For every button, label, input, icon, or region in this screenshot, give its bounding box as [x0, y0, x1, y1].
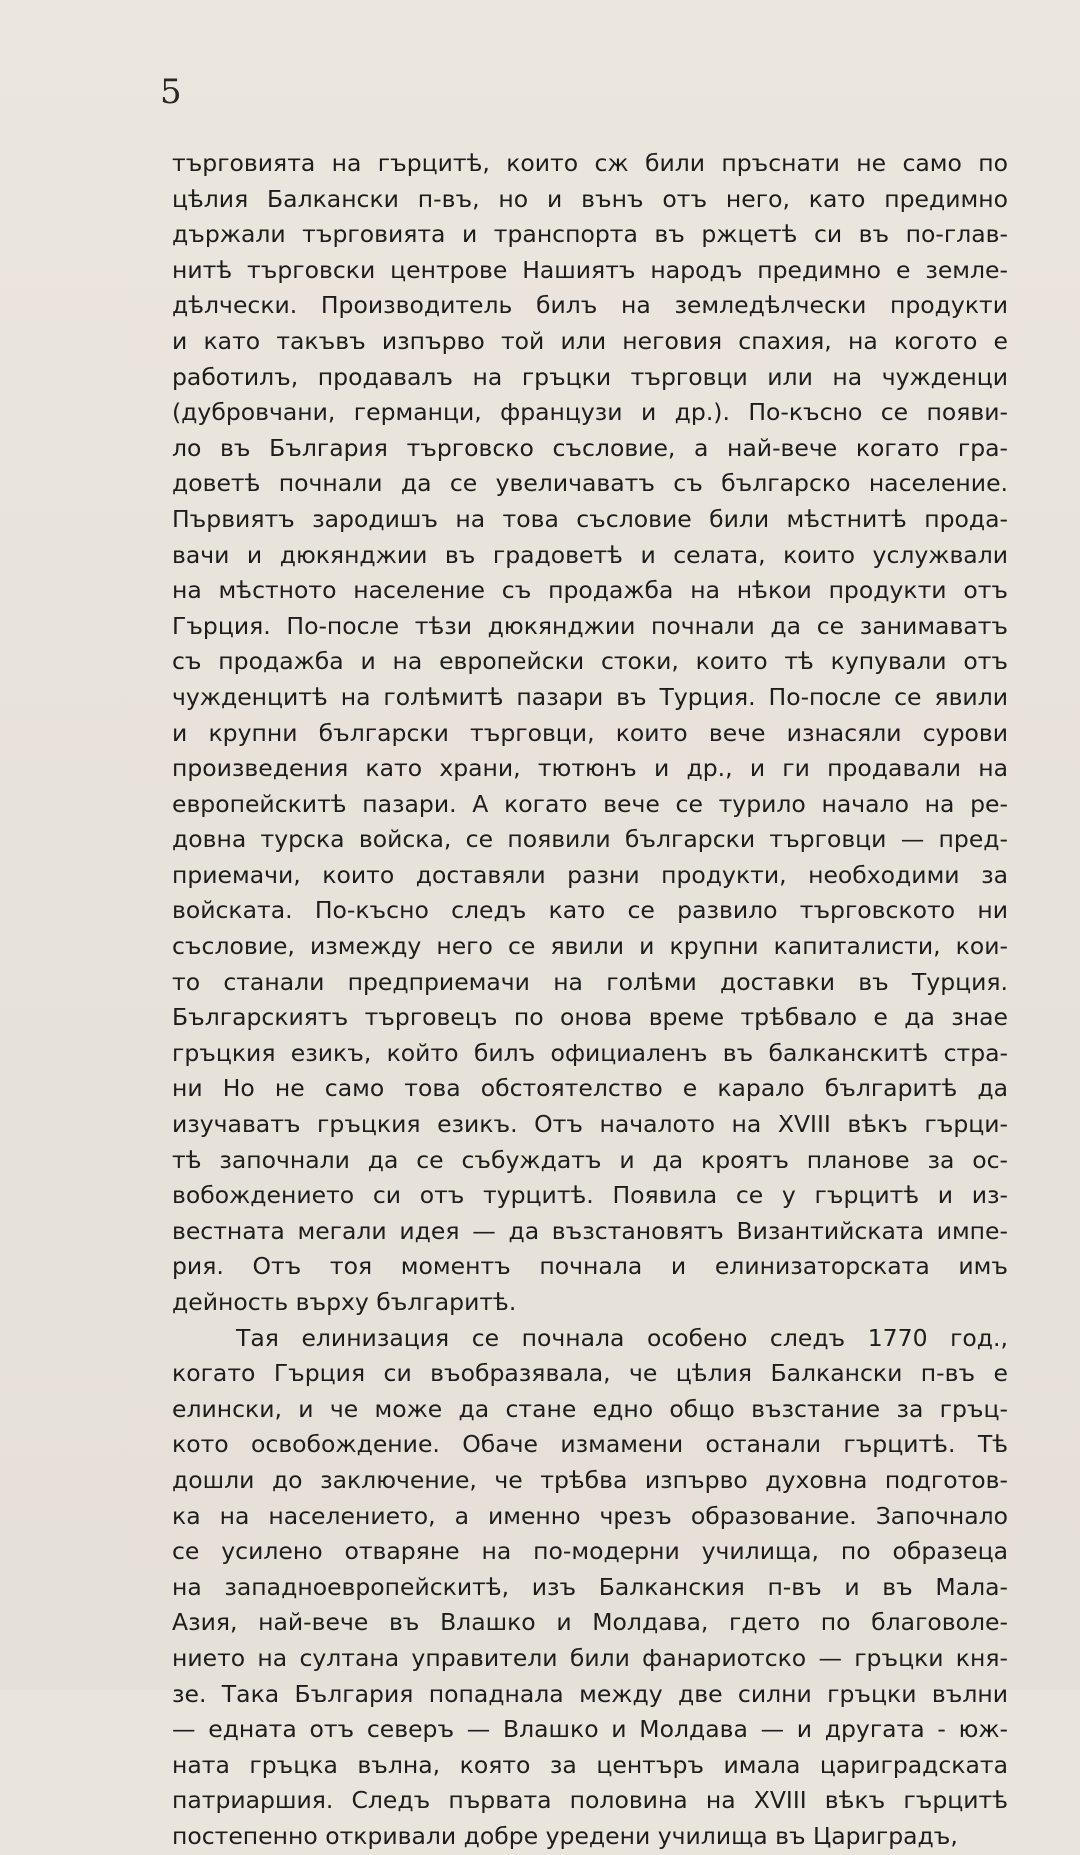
- text-body: [172, 146, 1008, 1855]
- text-line: изучаватъ гръцкия езикъ. Отъ началото на XVIII вѣкъ гърци-: [172, 1110, 1008, 1139]
- text-line: (дубровчани, германци, французи и др.). По-късно се появи-: [172, 398, 1008, 427]
- text-line: приемачи, които доставяли разни продукти, необходими за: [172, 860, 1008, 889]
- text-line: ло въ България търговско съсловие, а най-вече когато гра-: [172, 433, 1008, 462]
- text-line: вачи и дюкянджии въ градоветѣ и селата, които услужвали: [172, 540, 1008, 569]
- text-line: дошли до заключение, че трѣбва изпърво духовна подготов-: [172, 1465, 1008, 1494]
- text-line: елински, и че може да стане едно общо възстание за гръц-: [172, 1394, 1008, 1423]
- text-line: произведения като храни, тютюнъ и др., и ги продавали на: [172, 754, 1008, 783]
- text-line: постепенно откривали добре уредени училища въ Цариградъ,: [172, 1821, 958, 1850]
- text-line: кото освобождение. Обаче измамени останали гърцитѣ. Тѣ: [172, 1430, 1008, 1459]
- text-line: чужденцитѣ на голѣмитѣ пазари въ Турция. По-после се явили: [172, 682, 1008, 711]
- text-line: ка на населението, а именно чрезъ образование. Започнало: [172, 1501, 1008, 1530]
- text-line: дѣлчески. Производитель билъ на земледѣлчески продукти: [172, 291, 1008, 320]
- text-line: на мѣстното население съ продажба на нѣкои продукти отъ: [172, 576, 1008, 605]
- paragraph-2: [172, 1321, 1008, 1855]
- text-line: дейность върху българитѣ.: [172, 1288, 517, 1316]
- page-number: 5: [160, 72, 182, 112]
- text-line: гръцкия езикъ, който билъ официаленъ въ балканскитѣ стра-: [172, 1038, 1008, 1067]
- text-line: нието на султана управители били фанариотско — гръцки кня-: [172, 1643, 1008, 1672]
- text-line: то станали предприемачи на голѣми доставки въ Турция.: [172, 967, 1008, 996]
- text-line: се усилено отваряне на по-модерни училища, по образеца: [172, 1537, 1008, 1566]
- text-line: тѣ започнали да се събуждатъ и да кроятъ планове за ос-: [172, 1145, 1008, 1174]
- text-line: съ продажба и на европейски стоки, които тѣ купували отъ: [172, 647, 1008, 676]
- text-line: и като такъвъ изпърво той или неговия спахия, на когото е: [172, 326, 1008, 355]
- text-line: и крупни български търговци, които вече изнасяли сурови: [172, 718, 1008, 747]
- text-line: европейскитѣ пазари. А когато вече се турило начало на ре-: [172, 789, 1008, 818]
- text-line: Първиятъ зародишъ на това съсловие били мѣстнитѣ прода-: [172, 504, 1008, 533]
- text-line: зе. Така България попаднала между две силни гръцки вълни: [172, 1679, 1008, 1708]
- text-line: нитѣ търговски центрове Нашиятъ народъ предимно е земле-: [172, 255, 1008, 284]
- text-line: Гърция. По-после тѣзи дюкянджии почнали да се занимаватъ: [172, 611, 1008, 640]
- text-line: вобождението си отъ турцитѣ. Появила се у гърцитѣ и из-: [172, 1181, 1008, 1210]
- text-line: рия. Отъ тоя моментъ почнала и елинизаторската имъ: [172, 1252, 1008, 1281]
- text-line: доветѣ почнали да се увеличаватъ съ българско население.: [172, 469, 1008, 498]
- text-line: държали търговията и транспорта въ ржцетѣ си въ по-глав-: [172, 220, 1008, 249]
- text-line: ната гръцка вълна, която за центъръ имала цариградската: [172, 1750, 1008, 1779]
- text-line: войската. По-късно следъ като се развило търговското ни: [172, 896, 1008, 925]
- text-line: на западноевропейскитѣ, изъ Балканския п-въ и въ Мала-: [172, 1572, 1008, 1601]
- text-line: работилъ, продавалъ на гръцки търговци или на чужденци: [172, 362, 1008, 391]
- text-line: Тая елинизация се почнала особено следъ 1770 год.,: [236, 1323, 1008, 1352]
- text-line: цѣлия Балкански п-въ, но и вънъ отъ него, като предимно: [172, 184, 1008, 213]
- text-line: вестната мегали идея — да възстановятъ Византийската импе-: [172, 1216, 1008, 1245]
- text-line: съсловие, измежду него се явили и крупни капиталисти, кои-: [172, 932, 1008, 961]
- text-line: довна турска войска, се появили български търговци — пред-: [172, 825, 1008, 854]
- text-line: Българскиятъ търговецъ по онова време трѣбвало е да знае: [172, 1003, 1008, 1032]
- text-line: Азия, най-вече въ Влашко и Молдава, гдето по благоволе-: [172, 1608, 1008, 1637]
- text-line: търговията на гърцитѣ, които сж били пръснати не само по: [172, 149, 1008, 177]
- text-line: патриаршия. Следъ първата половина на XVIII вѣкъ гърцитѣ: [172, 1786, 1008, 1815]
- text-line: когато Гърция си въобразявала, че цѣлия Балкански п-въ е: [172, 1359, 1008, 1388]
- paragraph-1: [172, 146, 1008, 1321]
- text-line: ни Но не само това обстоятелство е карало българитѣ да: [172, 1074, 1008, 1103]
- text-line: — едната отъ северъ — Влашко и Молдава — и другата - юж-: [172, 1715, 1008, 1744]
